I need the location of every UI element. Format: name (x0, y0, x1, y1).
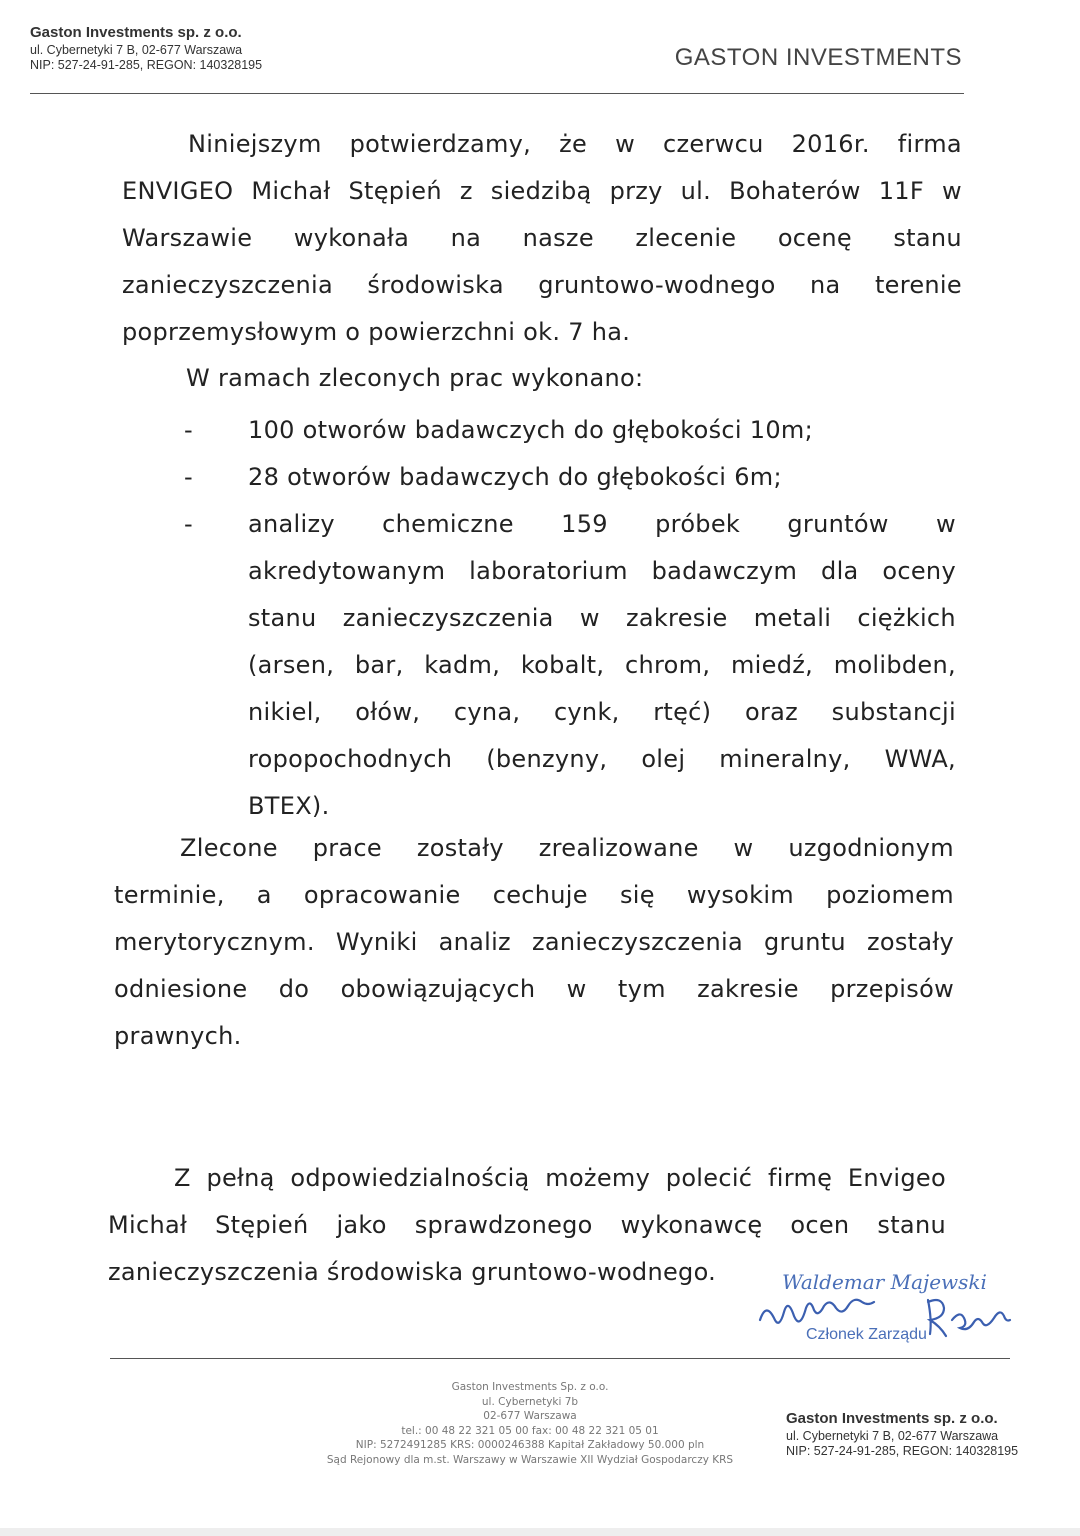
text-line (114, 919, 954, 966)
word: się (619, 881, 655, 909)
signatory-role: Członek Zarządu (806, 1326, 927, 1343)
word: nasze (522, 224, 594, 252)
word: analizy (248, 510, 335, 538)
word: nikiel, (248, 698, 322, 726)
footer-line: tel.: 00 48 22 321 05 00 fax: 00 48 22 321 05 01 (401, 1424, 659, 1437)
text-line (248, 642, 956, 689)
word: uzgodnionym (788, 834, 954, 862)
word: 159 (561, 510, 608, 538)
word: rtęć) (653, 698, 712, 726)
text-line: BTEX). (248, 792, 330, 820)
word: Stępień (215, 1211, 309, 1239)
word: analiz (438, 928, 511, 956)
word: zanieczyszczenia (122, 271, 333, 299)
company-stamp-header (30, 24, 262, 74)
word: dla (821, 557, 859, 585)
word: kadm, (424, 651, 501, 679)
header-divider (30, 93, 964, 94)
word: Niniejszym (188, 130, 322, 158)
text-line (248, 595, 956, 642)
word: laboratorium (469, 557, 628, 585)
word: oraz (744, 698, 799, 726)
stamp-address: ul. Cybernetyki 7 B, 02-677 Warszawa (786, 1428, 999, 1443)
word: Stępień (348, 177, 442, 205)
word: a (256, 881, 272, 909)
word: Michał (108, 1211, 188, 1239)
word: stanu (877, 1211, 946, 1239)
word: w (615, 130, 636, 158)
word: przepisów (830, 975, 954, 1003)
word: Michał (251, 177, 331, 205)
word: terenie (874, 271, 962, 299)
word: na (450, 224, 482, 252)
word: w (936, 510, 956, 538)
footer-line: ul. Cybernetyki 7b (481, 1395, 579, 1408)
word: ENVIGEO (122, 177, 234, 205)
word: zostały (866, 928, 954, 956)
text-line (114, 966, 954, 1013)
text-line (114, 825, 954, 872)
word: olej (641, 745, 686, 773)
word: ul. (680, 177, 712, 205)
word: Z (174, 1164, 191, 1192)
word: zakresie (625, 604, 728, 632)
text-line: prawnych. (114, 1022, 242, 1050)
word: (benzyny, (486, 745, 608, 773)
stamp-address: ul. Cybernetyki 7 B, 02-677 Warszawa (30, 42, 243, 57)
word: (arsen, (248, 651, 335, 679)
word: gruntów (787, 510, 889, 538)
list-item-text: 28 otworów badawczych do głębokości 6m; (248, 463, 782, 491)
bullet-dash: - (184, 416, 193, 444)
word: oceny (882, 557, 956, 585)
footer-line: NIP: 5272491285 KRS: 0000246388 Kapitał Zakładowy 50.000 pln (355, 1439, 705, 1451)
word: akredytowanym (248, 557, 446, 585)
work-list (184, 407, 956, 830)
word: w (733, 834, 754, 862)
word: bar, (354, 651, 404, 679)
word: środowiska (367, 271, 504, 299)
work-intro: W ramach zleconych prac wykonano: (186, 364, 644, 392)
text-line (248, 548, 956, 595)
word: z (459, 177, 473, 205)
text-line: poprzemysłowym o powierzchni ok. 7 ha. (122, 318, 631, 346)
word: przy (609, 177, 663, 205)
company-stamp-footer (786, 1410, 1018, 1460)
word: metali (753, 604, 832, 632)
word: stanu (893, 224, 962, 252)
text-line (108, 1155, 946, 1202)
word: wykonała (293, 224, 410, 252)
stamp-company-name: Gaston Investments sp. z o.o. (30, 24, 242, 41)
word: zlecenie (635, 224, 737, 252)
word: badawczym (651, 557, 798, 585)
word: firma (897, 130, 962, 158)
word: zakresie (697, 975, 799, 1003)
text-line (122, 262, 962, 309)
text-line (108, 1202, 946, 1249)
signatory-name: Waldemar Majewski (782, 1270, 987, 1294)
word: zostały (416, 834, 504, 862)
text-line (248, 736, 956, 783)
word: prace (312, 834, 382, 862)
text-line (122, 121, 962, 168)
word: obowiązujących (340, 975, 536, 1003)
word: substancji (831, 698, 956, 726)
word: miedź, (730, 651, 814, 679)
word: 11F (878, 177, 924, 205)
footer-divider (110, 1358, 1010, 1359)
word: na (809, 271, 841, 299)
word: zrealizowane (538, 834, 699, 862)
word: Wyniki (335, 928, 418, 956)
word: zanieczyszczenia (531, 928, 743, 956)
word: możemy (545, 1164, 651, 1192)
word: Zlecone (180, 834, 278, 862)
word: firmę (768, 1164, 833, 1192)
stamp-company-name: Gaston Investments sp. z o.o. (786, 1410, 998, 1427)
footer-line: Gaston Investments Sp. z o.o. (451, 1381, 609, 1393)
word: ołów, (355, 698, 421, 726)
word: ropopochodnych (248, 745, 453, 773)
stamp-ids: NIP: 527-24-91-285, REGON: 140328195 (786, 1444, 1019, 1459)
word: odpowiedzialnością (290, 1164, 530, 1192)
word: gruntu (763, 928, 846, 956)
word: siedzibą (490, 177, 592, 205)
text-line (122, 215, 962, 262)
word: Warszawie (122, 224, 253, 252)
word: mineralny, (719, 745, 851, 773)
word: potwierdzamy, (349, 130, 532, 158)
word: merytorycznym. (114, 928, 315, 956)
text-line (122, 168, 962, 215)
word: próbek (655, 510, 741, 538)
word: Bohaterów (729, 177, 861, 205)
word: cyna, (453, 698, 521, 726)
text-line (248, 689, 956, 736)
word: sprawdzonego (414, 1211, 593, 1239)
word: do (278, 975, 310, 1003)
list-item (184, 407, 956, 454)
word: ocen (790, 1211, 850, 1239)
footer-line: Sąd Rejonowy dla m.st. Warszawy w Warszawie XII Wydział Gospodarczy KRS (326, 1453, 734, 1466)
paragraph-assessment (114, 825, 954, 1060)
letterhead-brand: GASTON INVESTMENTS (674, 44, 962, 71)
word: zanieczyszczenia (342, 604, 554, 632)
word: ocenę (777, 224, 852, 252)
word: ciężkich (857, 604, 956, 632)
list-item-text (248, 501, 956, 830)
word: odniesione (114, 975, 248, 1003)
word: stanu (248, 604, 317, 632)
word: wykonawcę (620, 1211, 763, 1239)
word: chrom, (625, 651, 711, 679)
stamp-ids: NIP: 527-24-91-285, REGON: 140328195 (30, 58, 263, 73)
bullet-dash: - (184, 463, 193, 491)
word: 2016r. (791, 130, 870, 158)
word: gruntowo-wodnego (538, 271, 776, 299)
paragraph-confirmation (122, 121, 962, 356)
word: w (579, 604, 600, 632)
text-line (248, 501, 956, 548)
footer-company-details (300, 1380, 760, 1467)
word: chemiczne (382, 510, 514, 538)
word: czerwcu (663, 130, 764, 158)
word: kobalt, (520, 651, 605, 679)
word: cynk, (553, 698, 620, 726)
word: jako (336, 1211, 387, 1239)
word: tym (617, 975, 666, 1003)
word: Envigeo (847, 1164, 946, 1192)
text-line: zanieczyszczenia środowiska gruntowo-wodnego. (108, 1258, 717, 1286)
word: pełną (206, 1164, 275, 1192)
word: WWA, (884, 745, 956, 773)
list-item-text: 100 otworów badawczych do głębokości 10m; (248, 416, 813, 444)
word: w (941, 177, 962, 205)
text-line (114, 872, 954, 919)
word: terminie, (114, 881, 225, 909)
scan-edge (0, 1528, 1080, 1536)
word: w (566, 975, 587, 1003)
word: cechuje (492, 881, 588, 909)
list-item (184, 454, 956, 501)
footer-line: 02-677 Warszawa (483, 1410, 577, 1422)
word: molibden, (833, 651, 956, 679)
word: opracowanie (303, 881, 461, 909)
list-item (184, 501, 956, 830)
word: że (559, 130, 588, 158)
word: wysokim (686, 881, 794, 909)
bullet-dash: - (184, 510, 193, 538)
word: polecić (665, 1164, 753, 1192)
word: poziomem (826, 881, 954, 909)
